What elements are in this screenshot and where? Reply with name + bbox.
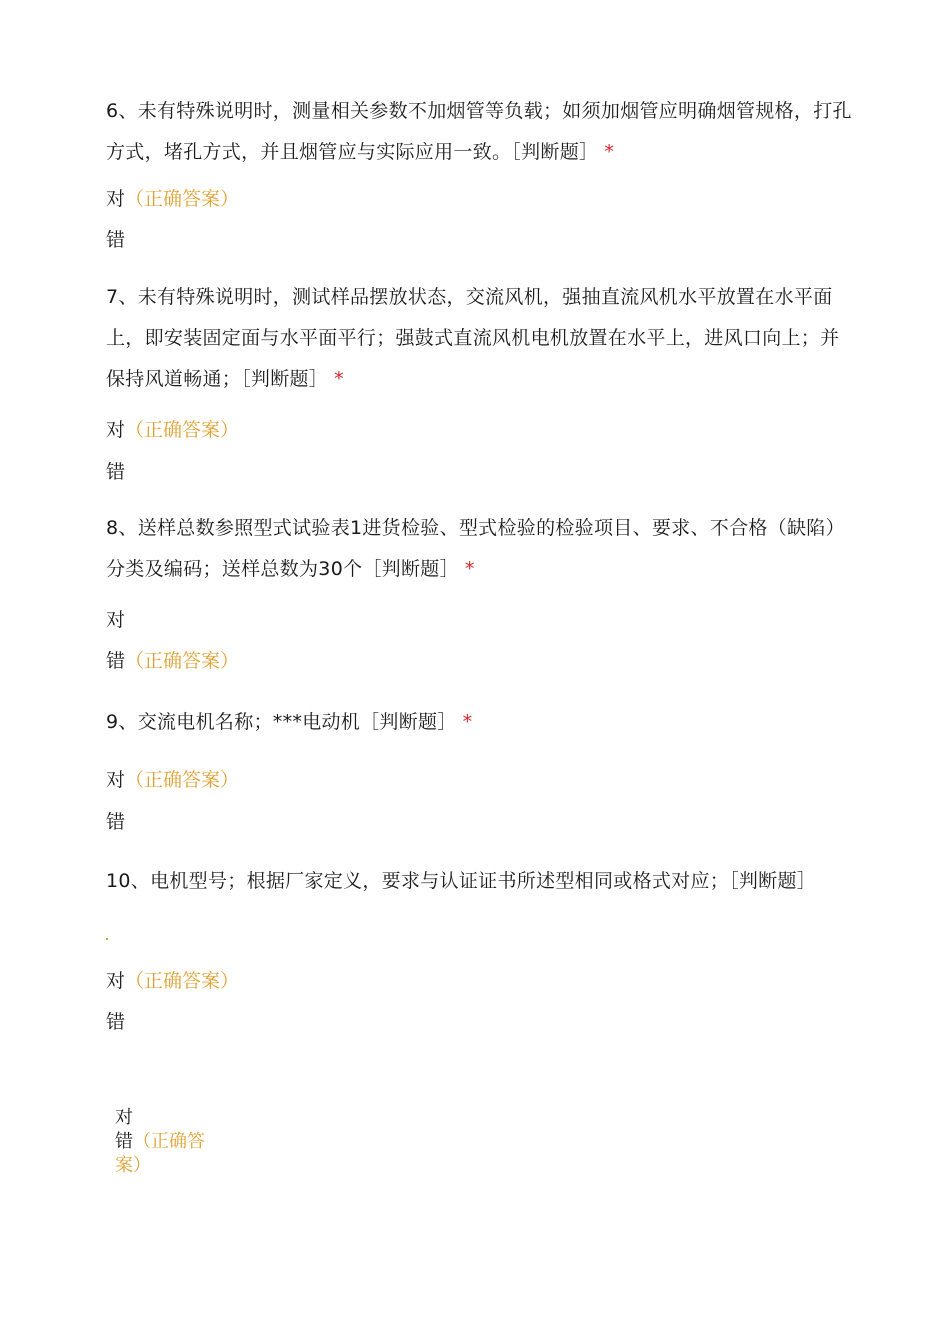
correct-answer-tag: （正确答案） xyxy=(125,419,240,441)
q10-option-false[interactable] xyxy=(106,1008,125,1036)
q8-option-true[interactable] xyxy=(106,606,125,634)
trailing-false-label: 错 xyxy=(115,1131,133,1152)
correct-answer-tag: （正确答案） xyxy=(125,970,240,992)
q7-option-false[interactable] xyxy=(106,458,125,486)
question-8-text: 8、送样总数参照型式试验表1进货检验、型式检验的检验项目、要求、不合格（缺陷）分类及编码；送样总数为30个［判断题］ xyxy=(106,517,845,580)
correct-answer-tag: （正确答案） xyxy=(125,650,240,672)
q9-option-true[interactable] xyxy=(106,766,239,794)
option-label: 错 xyxy=(106,1011,126,1033)
question-9-text: 9、交流电机名称；***电动机［判断题］ xyxy=(106,711,457,733)
q7-option-true[interactable] xyxy=(106,416,239,444)
option-label: 对 xyxy=(106,419,126,441)
correct-answer-tag: （正确答案） xyxy=(125,769,240,791)
correct-answer-tag: （正确答案） xyxy=(125,188,240,210)
trailing-true: 对 xyxy=(115,1107,133,1128)
question-7 xyxy=(106,277,852,400)
option-label: 错 xyxy=(106,461,126,483)
option-label: 对 xyxy=(106,970,126,992)
question-6 xyxy=(106,91,852,173)
required-star: * xyxy=(334,368,344,390)
trailing-false xyxy=(115,1130,225,1154)
option-label: 错 xyxy=(106,811,126,833)
question-10-text: 10、电机型号；根据厂家定义，要求与认证证书所述型相同或格式对应；［判断题］ xyxy=(106,870,817,892)
option-label: 错 xyxy=(106,650,126,672)
question-7-text: 7、未有特殊说明时，测试样品摆放状态，交流风机，强抽直流风机水平放置在水平面上，即安装固定面与水平面平行；强鼓式直流风机电机放置在水平上，进风口向上；并保持风道畅通；［判断题］ xyxy=(106,286,840,390)
required-star: * xyxy=(604,141,615,163)
option-label: 对 xyxy=(106,769,126,791)
question-6-text: 6、未有特殊说明时，测量相关参数不加烟管等负载；如须加烟管应明确烟管规格，打孔方式，堵孔方式，并且烟管应与实际应用一致。［判断题］ xyxy=(106,100,852,163)
option-label: 错 xyxy=(106,229,126,251)
trailing-block xyxy=(115,1106,225,1178)
option-label: 对 xyxy=(106,188,126,210)
option-label: 对 xyxy=(106,609,126,631)
q6-option-true[interactable] xyxy=(106,185,239,213)
q6-option-false[interactable] xyxy=(106,226,125,254)
correct-answer-tag: （正确答 xyxy=(133,1131,205,1152)
question-8 xyxy=(106,508,852,590)
q9-option-false[interactable] xyxy=(106,808,125,836)
decorative-dot xyxy=(106,938,108,940)
trailing-answer-tail: 案） xyxy=(115,1155,151,1176)
question-10 xyxy=(106,869,852,893)
q8-option-false[interactable] xyxy=(106,647,239,675)
question-9 xyxy=(106,702,852,743)
required-star: * xyxy=(464,558,475,580)
required-star: * xyxy=(462,711,473,733)
q10-option-true[interactable] xyxy=(106,967,239,995)
